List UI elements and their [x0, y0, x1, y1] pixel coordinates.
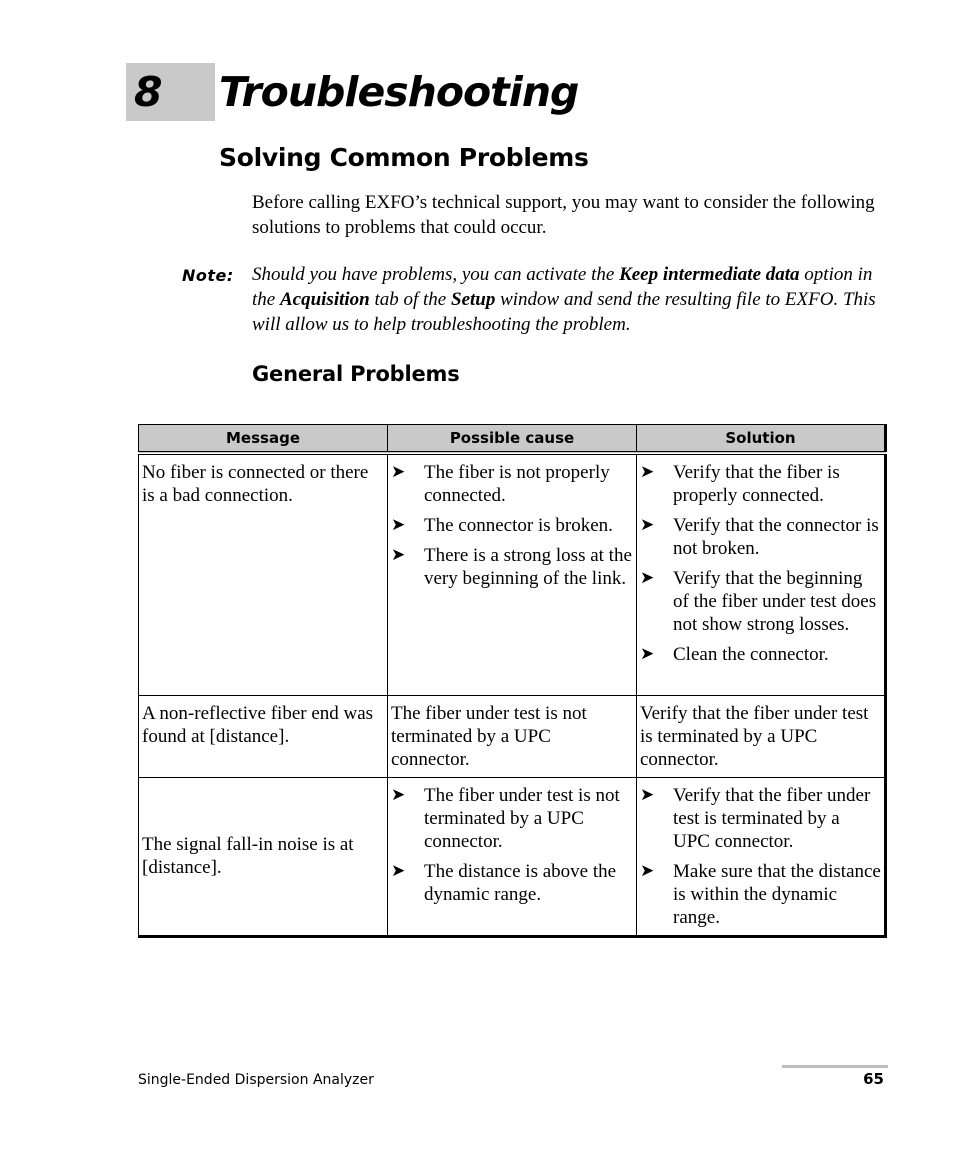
list-item	[391, 860, 633, 906]
cause-cell	[388, 777, 637, 936]
solution-cell: Verify that the fiber under test is terminated by a UPC connector.	[637, 695, 886, 777]
arrow-bullet-icon: ➤	[391, 784, 406, 805]
cause-list	[391, 461, 633, 590]
table-row	[139, 695, 886, 777]
note-label: Note:	[182, 266, 234, 285]
cause-cell: The fiber under test is not terminated by a UPC connector.	[388, 695, 637, 777]
arrow-bullet-icon: ➤	[391, 462, 406, 482]
list-item	[640, 643, 881, 666]
solution-text: Verify that the fiber under test is terminated by a UPC connector.	[673, 784, 871, 852]
list-item	[391, 784, 633, 853]
note-keep-intermediate-data: Keep intermediate data	[619, 264, 800, 285]
arrow-bullet-icon: ➤	[391, 860, 406, 881]
arrow-bullet-icon: ➤	[640, 784, 655, 805]
table-row	[139, 453, 886, 695]
list-item	[391, 544, 633, 590]
chapter-number: 8	[134, 68, 163, 116]
arrow-bullet-icon: ➤	[640, 515, 655, 535]
arrow-bullet-icon: ➤	[391, 515, 406, 535]
header-message: Message	[139, 425, 388, 454]
solution-text: Verify that the connector is not broken.	[673, 515, 879, 559]
chapter-title: Troubleshooting	[219, 68, 579, 116]
solution-text: Verify that the beginning of the fiber under test does not show strong losses.	[673, 568, 877, 635]
cause-list	[391, 784, 633, 906]
list-item	[391, 514, 633, 537]
table-header-row	[139, 425, 886, 454]
note-acquisition: Acquisition	[279, 289, 370, 310]
header-possible-cause: Possible cause	[388, 425, 637, 454]
cause-text: There is a strong loss at the very beginning of the link.	[424, 545, 632, 589]
solution-text: Verify that the fiber is properly connected.	[673, 462, 840, 506]
list-item	[640, 461, 881, 507]
message-cell: No fiber is connected or there is a bad connection.	[139, 453, 388, 695]
message-cell: The signal fall-in noise is at [distance].	[139, 777, 388, 936]
solution-cell	[637, 777, 886, 936]
note-text-part2: option in the	[252, 264, 873, 310]
solution-text: Make sure that the distance is within the dynamic range.	[673, 860, 881, 928]
solution-list	[640, 461, 881, 666]
arrow-bullet-icon: ➤	[640, 644, 655, 664]
note-text-part1: Should you have problems, you can activate the	[252, 264, 620, 285]
list-item	[391, 461, 633, 507]
note-setup: Setup	[451, 289, 496, 310]
problems-table	[138, 424, 887, 938]
list-item	[640, 860, 881, 929]
note-text-part3: tab of the	[369, 289, 451, 310]
note-text	[252, 262, 882, 337]
cause-cell	[388, 453, 637, 695]
footer-rule	[782, 1065, 888, 1068]
solution-list	[640, 784, 881, 929]
table-row	[139, 777, 886, 936]
intro-paragraph: Before calling EXFO’s technical support, you may want to consider the following solutions to problems that could occur.	[252, 192, 875, 238]
subsection-title: General Problems	[252, 362, 460, 386]
cause-text: The fiber under test is not terminated by a UPC connector.	[424, 784, 620, 852]
list-item	[640, 567, 881, 636]
note-text-part4: window and send the resulting file to EXFO. This will allow us to help troubleshooting the problem.	[252, 289, 876, 335]
solution-cell	[637, 453, 886, 695]
header-solution: Solution	[637, 425, 886, 454]
list-item	[640, 784, 881, 853]
arrow-bullet-icon: ➤	[640, 568, 655, 588]
cause-text: The distance is above the dynamic range.	[424, 860, 617, 905]
section-title: Solving Common Problems	[219, 143, 589, 172]
page-number: 65	[863, 1070, 884, 1088]
cause-text: The fiber is not properly connected.	[424, 462, 610, 506]
list-item	[640, 514, 881, 560]
arrow-bullet-icon: ➤	[640, 860, 655, 881]
message-cell: A non-reflective fiber end was found at [distance].	[139, 695, 388, 777]
footer-document-title: Single-Ended Dispersion Analyzer	[138, 1072, 374, 1088]
arrow-bullet-icon: ➤	[391, 545, 406, 565]
solution-text: Clean the connector.	[673, 644, 829, 665]
cause-text: The connector is broken.	[424, 515, 613, 536]
arrow-bullet-icon: ➤	[640, 462, 655, 482]
